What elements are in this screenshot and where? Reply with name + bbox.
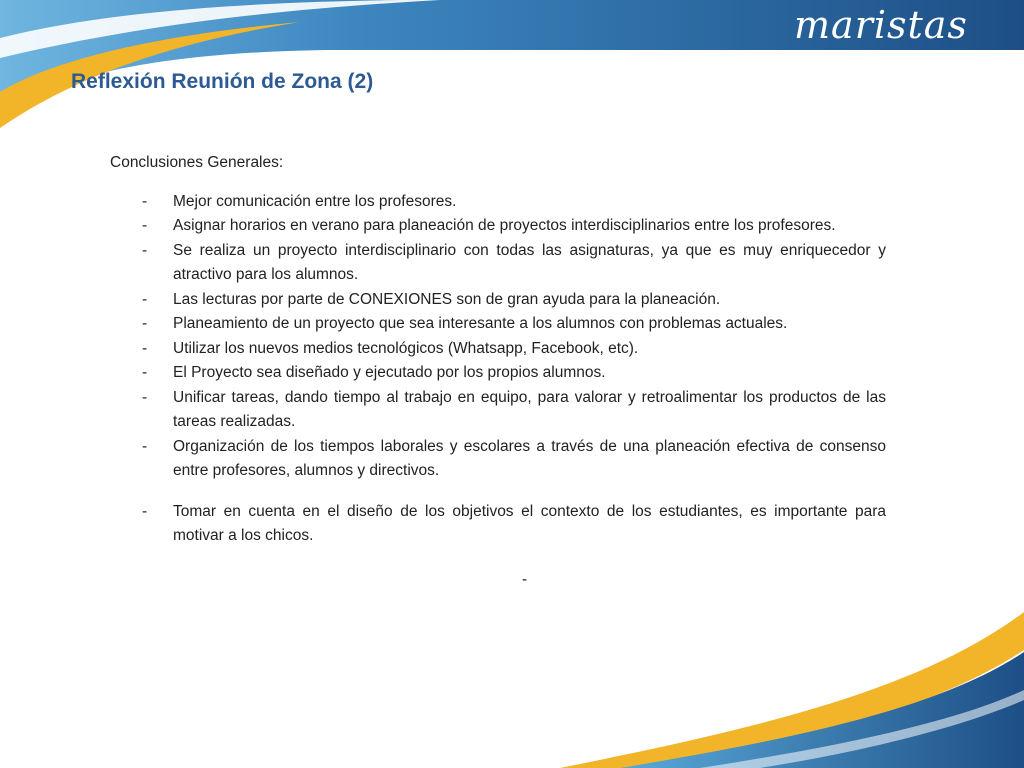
bullet-dash: - bbox=[142, 241, 148, 259]
conclusions-list bbox=[110, 190, 886, 549]
bullet-dash: - bbox=[142, 437, 148, 455]
list-item bbox=[110, 239, 886, 288]
list-item bbox=[110, 190, 886, 215]
list-item-text: Mejor comunicación entre los profesores. bbox=[173, 192, 457, 210]
bullet-dash: - bbox=[142, 339, 148, 357]
bullet-dash: - bbox=[142, 217, 148, 234]
maristas-logo bbox=[792, 4, 1002, 48]
bullet-dash: - bbox=[142, 192, 148, 210]
trailing-dash: - bbox=[522, 571, 528, 588]
list-item-text: El Proyecto sea diseñado y ejecutado por los propios alumnos. bbox=[173, 364, 606, 381]
bullet-dash: - bbox=[142, 290, 148, 308]
conclusions-block bbox=[110, 151, 886, 549]
list-item-text: Tomar en cuenta en el diseño de los objetivos el contexto de los estudiantes, es importante para motivar a los chicos. bbox=[173, 502, 886, 544]
logo-text: maristas bbox=[794, 4, 968, 47]
list-item bbox=[110, 214, 886, 239]
list-item-text: Se realiza un proyecto interdisciplinario con todas las asignaturas, ya que es muy enriquecedor y atractivo para los alumnos. bbox=[173, 241, 886, 283]
list-item bbox=[110, 386, 886, 435]
list-item-text: Unificar tareas, dando tiempo al trabajo en equipo, para valorar y retroalimentar los productos de las tareas realizadas. bbox=[173, 388, 886, 430]
bullet-dash: - bbox=[142, 502, 148, 520]
list-item bbox=[110, 500, 886, 549]
list-item-text: Planeamiento de un proyecto que sea interesante a los alumnos con problemas actuales. bbox=[173, 315, 788, 332]
list-item bbox=[110, 337, 886, 362]
list-item bbox=[110, 288, 886, 313]
bullet-dash: - bbox=[142, 364, 148, 381]
list-item bbox=[110, 312, 886, 337]
list-item-text: Utilizar los nuevos medios tecnológicos (Whatsapp, Facebook, etc). bbox=[173, 339, 639, 357]
bullet-dash: - bbox=[142, 315, 148, 332]
list-item bbox=[110, 435, 886, 484]
bullet-dash: - bbox=[142, 388, 148, 406]
slide-title: Reflexión Reunión de Zona (2) bbox=[71, 70, 374, 93]
list-item-text: Organización de los tiempos laborales y escolares a través de una planeación efectiva de consenso entre profesores, alumnos y directivos. bbox=[173, 437, 886, 479]
list-item-text: Asignar horarios en verano para planeación de proyectos interdisciplinarios entre los profesores. bbox=[173, 217, 836, 234]
conclusions-heading: Conclusiones Generales: bbox=[110, 154, 284, 171]
list-item bbox=[110, 361, 886, 386]
list-item-text: Las lecturas por parte de CONEXIONES son de gran ayuda para la planeación. bbox=[173, 290, 721, 308]
